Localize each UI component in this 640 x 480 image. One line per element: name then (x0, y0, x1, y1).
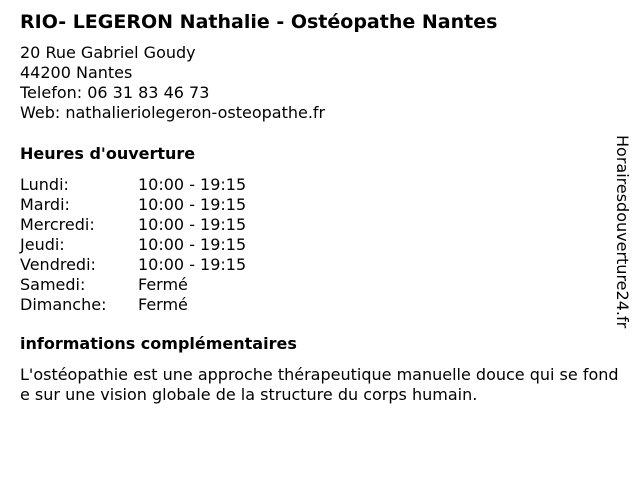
hours-time: 10:00 - 19:15 (138, 215, 247, 234)
hours-row (20, 175, 246, 195)
address-street: 20 Rue Gabriel Goudy (20, 43, 196, 62)
hours-row (20, 255, 246, 275)
website-link: Web: nathalieriolegeron-osteopathe.fr (20, 103, 326, 122)
hours-time: Fermé (138, 275, 188, 294)
info-heading: informations complémentaires (20, 334, 297, 353)
hours-row (20, 295, 246, 315)
hours-day: Jeudi: (20, 235, 65, 254)
hours-time: 10:00 - 19:15 (138, 255, 247, 274)
hours-time: 10:00 - 19:15 (138, 235, 247, 254)
hours-row (20, 275, 246, 295)
hours-day: Samedi: (20, 275, 86, 294)
hours-day: Lundi: (20, 175, 69, 194)
hours-row (20, 235, 246, 255)
address-block (20, 43, 325, 123)
phone-number: Telefon: 06 31 83 46 73 (20, 83, 210, 102)
hours-time: 10:00 - 19:15 (138, 195, 247, 214)
hours-day: Mercredi: (20, 215, 95, 234)
hours-day: Dimanche: (20, 295, 107, 314)
hours-time: Fermé (138, 295, 188, 314)
hours-row (20, 195, 246, 215)
hours-time: 10:00 - 19:15 (138, 175, 247, 194)
hours-day: Mardi: (20, 195, 70, 214)
hours-day: Vendredi: (20, 255, 96, 274)
hours-heading: Heures d'ouverture (20, 144, 196, 163)
brand-watermark: Horairesdouverture24.fr (613, 135, 632, 329)
hours-table (20, 175, 246, 315)
page-title: RIO- LEGERON Nathalie - Ostéopathe Nantes (20, 11, 498, 33)
info-description: L'ostéopathie est une approche thérapeutique manuelle douce qui se fonde sur une vision globale de la structure du corps humain. (20, 365, 619, 404)
address-city: 44200 Nantes (20, 63, 133, 82)
hours-row (20, 215, 246, 235)
